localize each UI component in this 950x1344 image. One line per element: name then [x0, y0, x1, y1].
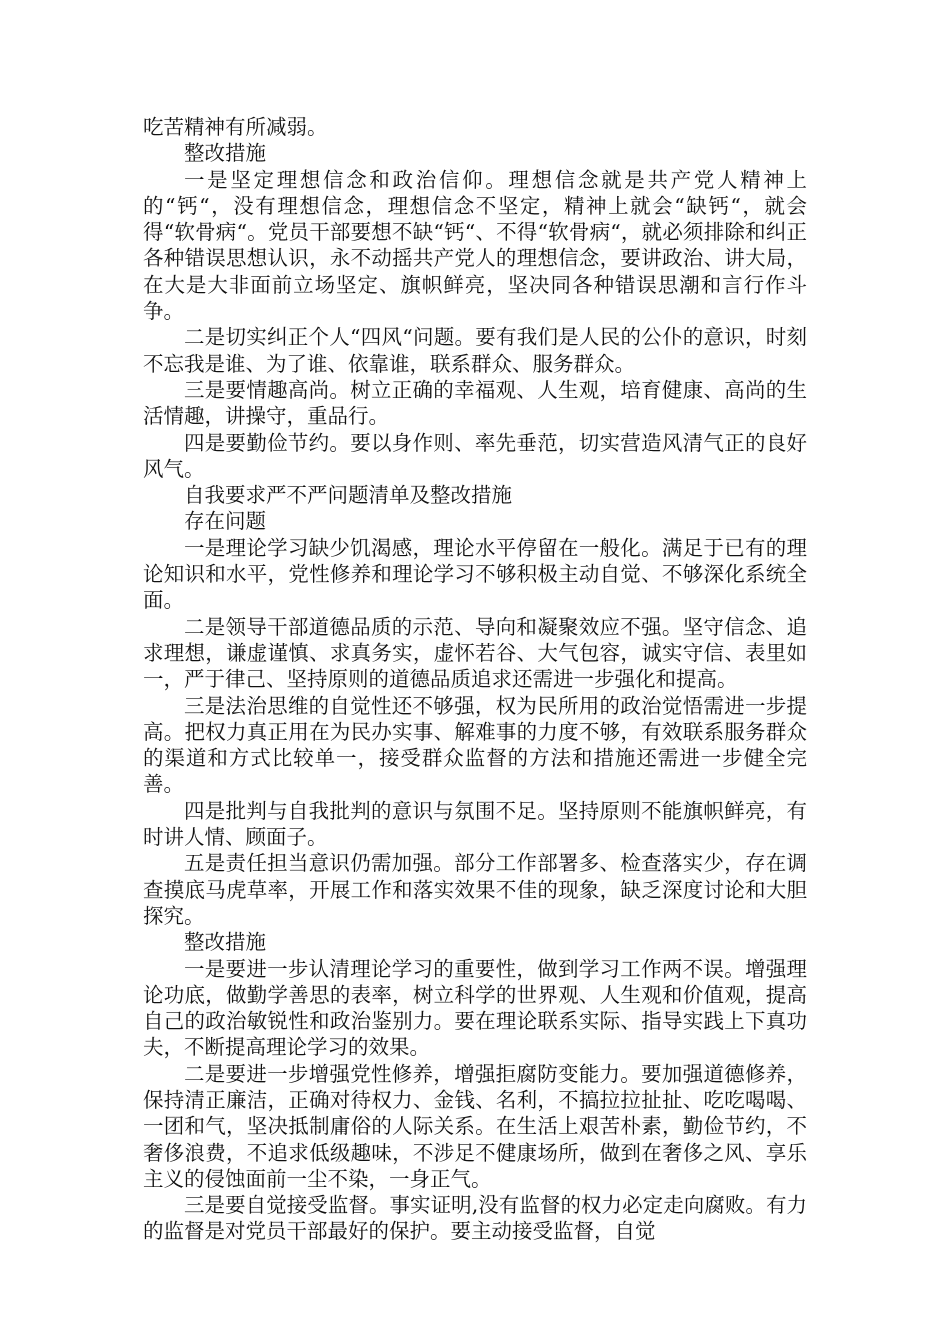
section-heading-rectification: 整改措施: [184, 930, 266, 955]
paragraph: 三是法治思维的自觉性还不够强，权为民所用的政治觉悟需进一步提高。把权力真正用在为民办实事、解难事的力度不够，有效联系服务群众的渠道和方式比较单一，接受群众监督的方法和措施还需进一步健全完善。: [143, 693, 807, 797]
paragraph: 三是要情趣高尚。树立正确的幸福观、人生观，培育健康、高尚的生活情趣，讲操守，重品行。: [143, 377, 807, 429]
paragraph: 二是领导干部道德品质的示范、导向和凝聚效应不强。坚守信念、追求理想，谦虚谨慎、求真务实，虚怀若谷、大气包容，诚实守信、表里如一，严于律己、坚持原则的道德品质追求还需进一步强化和提高。: [143, 614, 807, 692]
paragraph: 二是要进一步增强党性修养，增强拒腐防变能力。要加强道德修养，保持清正廉洁，正确对待权力、金钱、名利，不搞拉拉扯扯、吃吃喝喝、一团和气，坚决抵制庸俗的人际关系。在生活上艰苦朴素，勤俭节约，不奢侈浪费，不追求低级趣味，不涉足不健康场所，做到在奢侈之风、享乐主义的侵蚀面前一尘不染，一身正气。: [143, 1061, 807, 1191]
paragraph: 一是要进一步认清理论学习的重要性，做到学习工作两不误。增强理论功底，做勤学善思的表率，树立科学的世界观、人生观和价值观，提高自己的政治敏锐性和政治鉴别力。要在理论联系实际、指导实践上下真功夫，不断提高理论学习的效果。: [143, 956, 807, 1060]
section-heading-rectification: 整改措施: [184, 141, 266, 166]
paragraph: 四是批判与自我批判的意识与氛围不足。坚持原则不能旗帜鲜亮，有时讲人情、顾面子。: [143, 798, 807, 850]
section-title: 自我要求严不严问题清单及整改措施: [184, 483, 512, 508]
paragraph: 二是切实纠正个人“四风“问题。要有我们是人民的公仆的意识，时刻不忘我是谁、为了谁、依靠谁，联系群众、服务群众。: [143, 325, 807, 376]
paragraph: 一是理论学习缺少饥渴感，理论水平停留在一般化。满足于已有的理论知识和水平，党性修养和理论学习不够积极主动自觉、不够深化系统全面。: [143, 535, 807, 613]
paragraph: 五是责任担当意识仍需加强。部分工作部署多、检查落实少，存在调查摸底马虎草率，开展工作和落实效果不佳的现象，缺乏深度讨论和大胆探究。: [143, 851, 807, 928]
paragraph: 四是要勤俭节约。要以身作则、率先垂范，切实营造风清气正的良好风气。: [143, 430, 807, 481]
document-body: [143, 114, 807, 1245]
paragraph: 吃苦精神有所减弱。: [143, 115, 328, 139]
paragraph: 三是要自觉接受监督。事实证明,没有监督的权力必定走向腐败。有力的监督是对党员干部最好的保护。要主动接受监督，自觉: [143, 1193, 807, 1244]
paragraph: 一是坚定理想信念和政治信仰。理想信念就是共产党人精神上的“钙“，没有理想信念，理想信念不坚定，精神上就会“缺钙“，就会得“软骨病“。党员干部要想不缺“钙“、不得“软骨病“，就必须排除和纠正各种错误思想认识，永不动摇共产党人的理想信念，要讲政治、讲大局，在大是大非面前立场坚定、旗帜鲜亮，坚决同各种错误思潮和言行作斗争。: [143, 167, 807, 324]
section-heading-problems: 存在问题: [184, 509, 266, 534]
